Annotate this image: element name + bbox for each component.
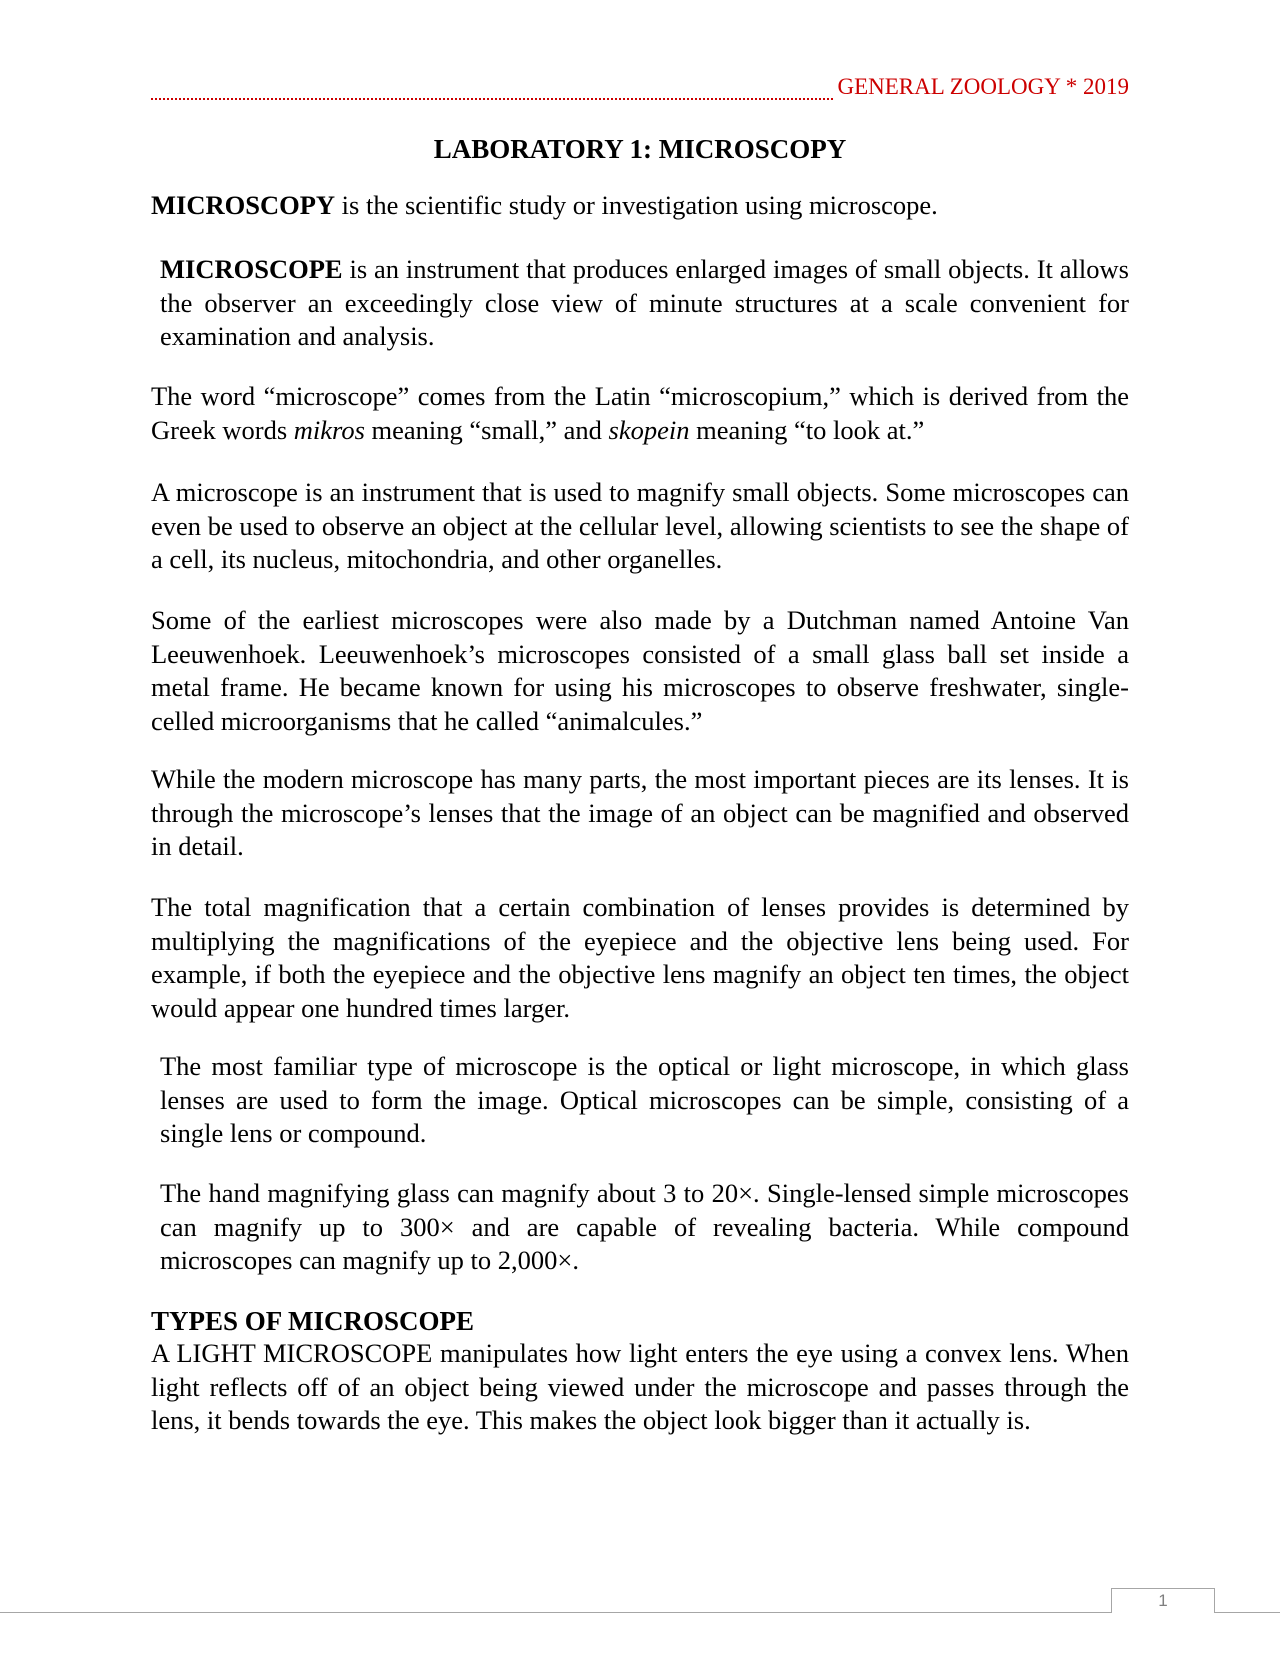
paragraph-leeuwenhoek: Some of the earliest microscopes were also made by a Dutchman named Antoine Van Leeuwenhoek. Leeuwenhoek’s microscopes consisted of a small glass ball set inside a metal frame. He became known for using his microscopes to observe freshwater, single-celled microorganisms that he called “animalcules.”	[151, 605, 1129, 736]
paragraph-light-microscope: A LIGHT MICROSCOPE manipulates how light enters the eye using a convex lens. When light reflects off of an object being viewed under the microscope and passes through the lens, it bends towards the eye. This makes the object look bigger than it actually is.	[151, 1338, 1129, 1436]
microscope-definition-text: is an instrument that produces enlarged images of small objects. It allows the observer an exceedingly close view of minute structures at a scale convenient for examination and analysis.	[160, 254, 1129, 352]
microscopy-term: MICROSCOPY	[151, 190, 336, 220]
paragraph-magnify: A microscope is an instrument that is used to magnify small objects. Some microscopes can even be used to observe an object at the cellular level, allowing scientists to see the shape of a cell, its nucleus, mitochondria, and other organelles.	[151, 477, 1129, 575]
header-title: GENERAL ZOOLOGY * 2019	[837, 74, 1129, 99]
page-number: 1	[1158, 1591, 1168, 1610]
page-title: LABORATORY 1: MICROSCOPY	[433, 134, 847, 164]
etymology-paragraph	[151, 380, 1129, 447]
microscope-term: MICROSCOPE	[160, 254, 343, 284]
microscopy-definition-text: is the scientific study or investigation using microscope.	[335, 190, 938, 220]
etymology-word-mikros: mikros	[293, 414, 365, 445]
microscope-definition	[160, 253, 1129, 354]
paragraph-total-magnification: The total magnification that a certain combination of lenses provides is determined by multiplying the magnifications of the eyepiece and the objective lens being used. For example, if both the eyepiece and the objective lens magnify an object ten times, the object would appear one hundred times larger.	[151, 892, 1129, 1023]
page-number-box	[1111, 1588, 1215, 1613]
etymology-word-skopein: skopein	[608, 414, 690, 445]
paragraph-optical-microscope: The most familiar type of microscope is the optical or light microscope, in which glass lenses are used to form the image. Optical microscopes can be simple, consisting of a single lens or compound.	[160, 1051, 1129, 1149]
types-heading: TYPES OF MICROSCOPE	[151, 1306, 475, 1336]
etymology-text-2: meaning “small,” and	[364, 414, 609, 445]
microscopy-definition	[151, 189, 1129, 223]
etymology-text-3: meaning “to look at.”	[689, 414, 925, 445]
footer-rule-right	[1213, 1612, 1280, 1613]
paragraph-lenses: While the modern microscope has many parts, the most important pieces are its lenses. It is through the microscope’s lenses that the image of an object can be magnified and observed in detail.	[151, 764, 1129, 862]
paragraph-hand-magnifying: The hand magnifying glass can magnify about 3 to 20×. Single-lensed simple microscopes can magnify up to 300× and are capable of revealing bacteria. While compound microscopes can magnify up to 2,000×.	[160, 1178, 1129, 1276]
etymology-text-1: The word “microscope” comes from the Latin “microscopium,” which is derived from the Greek words	[151, 381, 1129, 445]
running-header	[151, 72, 1129, 104]
footer-rule-left	[0, 1612, 1111, 1613]
